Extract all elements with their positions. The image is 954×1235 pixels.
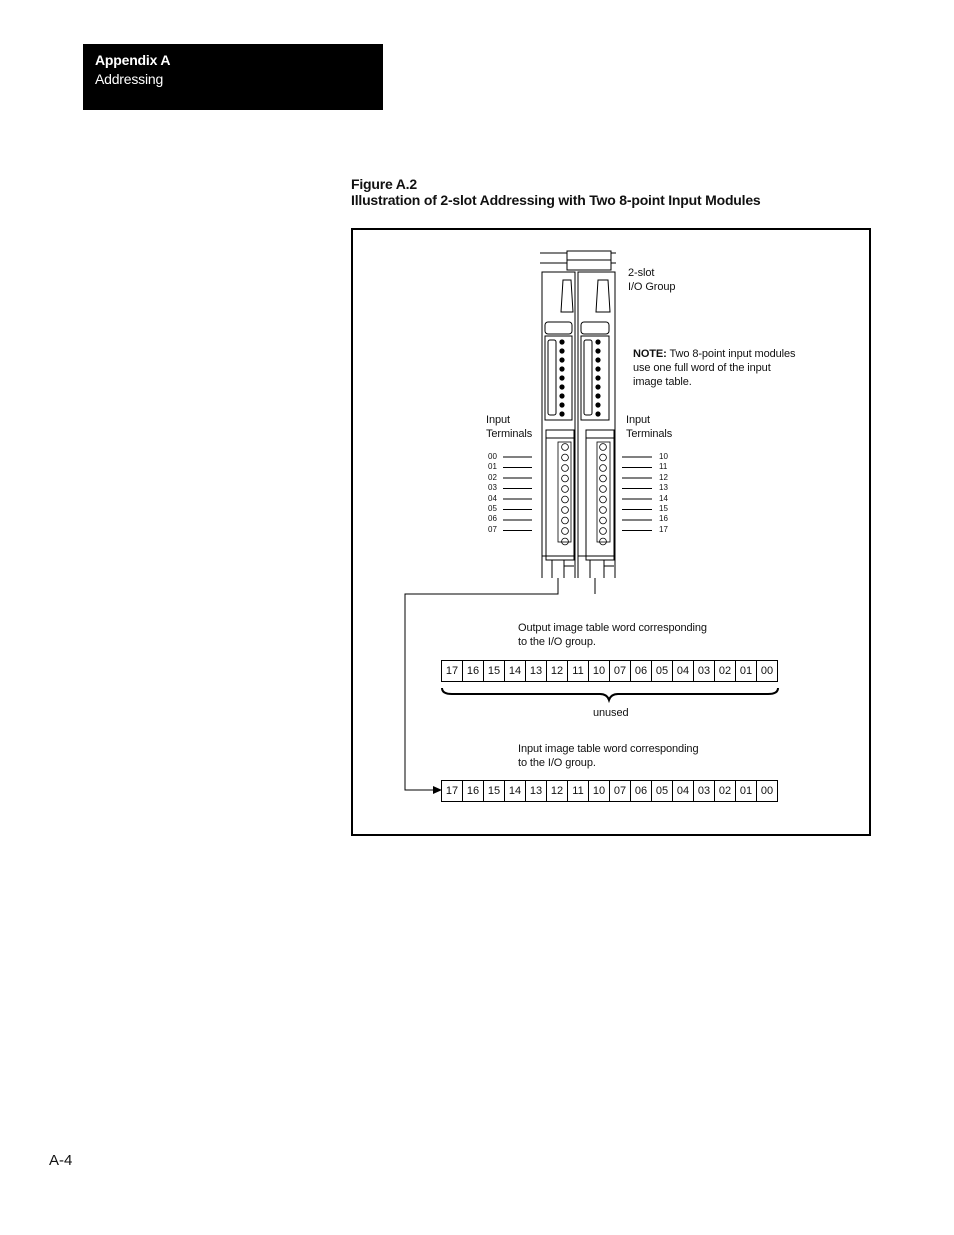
left-terminals-label: Input Terminals [486,414,533,440]
input-bit: 11 [568,781,589,801]
terminal-number: 16 [659,514,668,524]
output-bit: 13 [526,661,547,681]
left-terminal-leads [503,457,532,531]
io-group-label: 2-slot I/O Group [628,267,676,293]
input-bit: 16 [463,781,484,801]
input-bit: 06 [631,781,652,801]
right-terminal-numbers [659,452,668,535]
terminal-number: 07 [488,524,497,534]
input-bit: 04 [673,781,694,801]
input-bit: 01 [736,781,757,801]
terminal-number: 04 [488,493,497,503]
output-bit: 00 [760,665,774,677]
unused-label: unused [593,707,629,719]
input-bit: 12 [547,781,568,801]
output-bit: 14 [505,661,526,681]
right-terminal-leads [622,457,652,531]
terminal-number: 10 [659,452,668,461]
input-bit: 03 [694,781,715,801]
note-body: Two 8-point input modules use one full word of the input image table. [633,348,796,388]
output-bit: 01 [736,661,757,681]
terminal-number: 06 [488,514,497,524]
page-number: A-4 [49,1152,73,1169]
output-bit: 11 [568,661,589,681]
input-image-word [441,780,778,802]
unused-brace [442,688,778,700]
terminal-number: 05 [488,504,497,514]
terminal-number: 01 [488,462,497,472]
terminal-number: 11 [659,462,668,472]
output-bit: 12 [547,661,568,681]
input-bit: 00 [760,785,774,797]
note-bold: NOTE: [633,348,667,360]
right-terminals-label: Input Terminals [626,414,673,440]
input-bit: 05 [652,781,673,801]
chapter-subtitle: Addressing [95,71,164,87]
input-bit: 15 [484,781,505,801]
figure-number: Figure A.2 [351,176,417,192]
output-bit: 17 [442,661,463,681]
output-bit: 02 [715,661,736,681]
terminal-number: 13 [659,483,668,493]
output-bit: 04 [673,661,694,681]
terminal-number: 14 [659,493,668,503]
input-bit: 07 [610,781,631,801]
input-bit: 10 [589,781,610,801]
output-bit: 05 [652,661,673,681]
input-bit: 02 [715,781,736,801]
input-bit: 13 [526,781,547,801]
output-bit: 10 [589,661,610,681]
figure-title: Illustration of 2-slot Addressing with Two 8-point Input Modules [351,192,761,208]
input-bit: 14 [505,781,526,801]
left-input-module [542,272,575,578]
output-word-label: Output image table word corresponding to the I/O group. [518,622,707,648]
output-bit: 16 [463,661,484,681]
input-word-label: Input image table word corresponding to the I/O group. [518,743,699,769]
left-terminal-numbers [488,452,497,535]
output-image-word [441,660,778,682]
output-bit: 03 [694,661,715,681]
terminal-number: 00 [488,452,497,461]
input-bit: 17 [442,781,463,801]
note-text [633,347,795,389]
terminal-number: 15 [659,504,668,514]
output-bit: 15 [484,661,505,681]
output-bit: 06 [631,661,652,681]
terminal-number: 03 [488,483,497,493]
terminal-screws [558,442,610,545]
output-bit: 07 [610,661,631,681]
chapter-title: Appendix A [95,52,171,68]
right-input-module [578,272,615,578]
terminal-number: 02 [488,472,497,482]
terminal-number: 17 [659,524,668,534]
terminal-number: 12 [659,472,668,482]
